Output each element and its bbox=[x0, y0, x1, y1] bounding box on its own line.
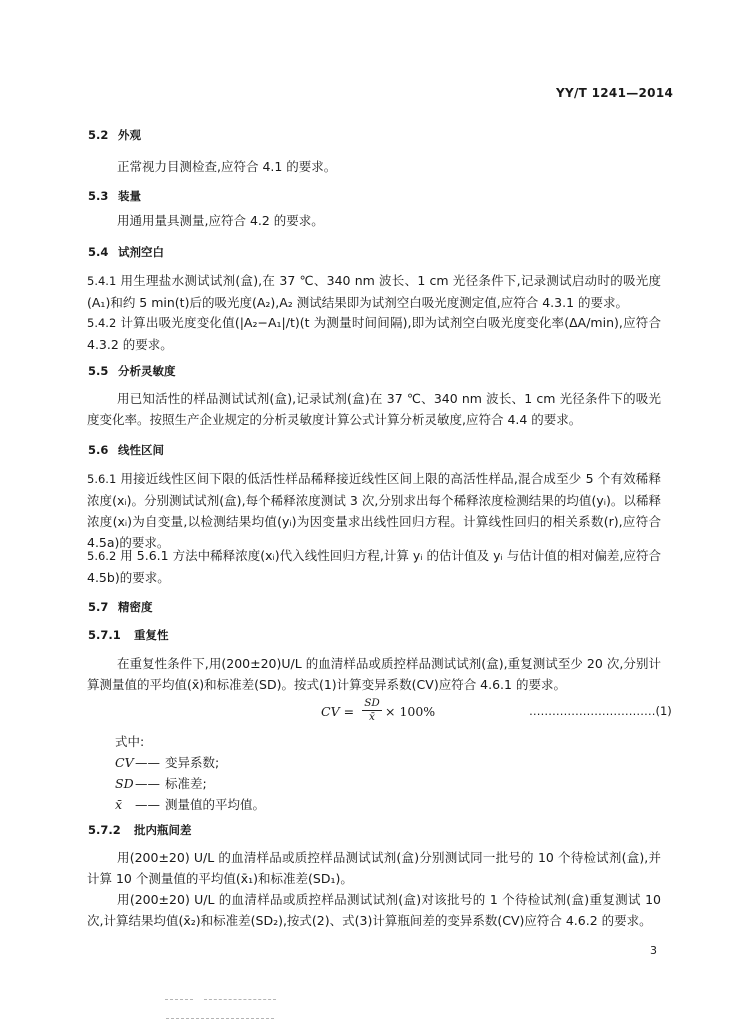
paragraph-5-4-1 bbox=[87, 270, 661, 313]
where-desc: 测量值的平均值。 bbox=[165, 797, 266, 812]
paragraph-5-6-1 bbox=[87, 468, 661, 553]
paragraph-5-7-2-b: 用(200±20) U/L 的血清样品或质控样品测试试剂(盒)对该批号的 1 个待检试剂(盒)重复测试 10 次,计算结果均值(x̄₂)和标准差(SD₂),按式(2)、式(3)计算瓶间差的变异系数(CV)应符合 4.6.2 的要求。 bbox=[87, 892, 661, 928]
clause-number: 5.6.2 bbox=[87, 549, 117, 563]
section-heading-5-4 bbox=[88, 244, 164, 260]
formula-denominator: x̄ bbox=[369, 711, 375, 723]
where-dash: —— bbox=[135, 755, 160, 770]
section-heading-5-3 bbox=[88, 188, 141, 204]
section-title: 分析灵敏度 bbox=[118, 364, 176, 378]
where-symbol: x̄ bbox=[115, 797, 123, 812]
section-title: 线性区间 bbox=[118, 443, 164, 457]
section-title: 装量 bbox=[118, 189, 141, 203]
where-desc: 标准差; bbox=[165, 776, 207, 791]
section-number: 5.7 bbox=[88, 600, 109, 614]
clause-text: 用 5.6.1 方法中稀释浓度(xᵢ)代入线性回归方程,计算 yᵢ 的估计值及 yᵢ 与估计值的相对偏差,应符合 4.5b)的要求。 bbox=[87, 548, 661, 585]
formula-lhs: CV = bbox=[321, 704, 355, 719]
clause-text: 用接近线性区间下限的低活性样品稀释接近线性区间上限的高活性样品,混合成至少 5 个有效稀释浓度(xᵢ)。分别测试试剂(盒),每个稀释浓度测试 3 次,分别求出每个稀释浓度检测结果的均值(yᵢ)。以稀释浓度(xᵢ)为自变量,以检测结果均值(yᵢ)为因变量求出线性回归方程。计算线性回归的相关系数(r),应符合 4.5a)的要求。 bbox=[87, 471, 661, 550]
section-heading-5-7 bbox=[88, 599, 153, 615]
paragraph-5-4-2 bbox=[87, 312, 661, 355]
section-heading-5-2 bbox=[88, 127, 141, 143]
section-heading-5-7-1 bbox=[88, 627, 169, 643]
paragraph-5-3: 用通用量具测量,应符合 4.2 的要求。 bbox=[117, 213, 324, 228]
section-title: 外观 bbox=[118, 128, 141, 142]
clause-number: 5.6.1 bbox=[87, 472, 117, 486]
clause-number: 5.4.1 bbox=[87, 274, 117, 288]
page-number: 3 bbox=[650, 944, 657, 957]
formula-rhs: × 100% bbox=[385, 704, 436, 719]
paragraph-5-7-1: 在重复性条件下,用(200±20)U/L 的血清样品或质控样品测试试剂(盒),重复测试至少 20 次,分别计算测量值的平均值(x̄)和标准差(SD)。按式(1)计算变异系数(CV)应符合 4.6.1 的要求。 bbox=[87, 656, 661, 692]
equation-label: ……………………………(1) bbox=[529, 704, 672, 718]
section-title: 批内瓶间差 bbox=[134, 823, 192, 837]
footer-rule bbox=[166, 1018, 274, 1019]
where-title: 式中: bbox=[115, 734, 145, 749]
where-symbol: CV bbox=[115, 755, 134, 770]
where-item-sd bbox=[115, 773, 207, 794]
section-number: 5.5 bbox=[88, 364, 109, 378]
where-item-xbar bbox=[115, 794, 265, 815]
section-number: 5.4 bbox=[88, 245, 109, 259]
paragraph-5-6-2 bbox=[87, 545, 661, 588]
footer-rule bbox=[204, 999, 276, 1000]
formula-numerator: SD bbox=[362, 697, 382, 711]
footer-rule bbox=[165, 999, 193, 1000]
section-number: 5.7.2 bbox=[88, 823, 121, 837]
standard-number: YY/T 1241—2014 bbox=[556, 86, 674, 100]
where-item-cv bbox=[115, 752, 219, 773]
section-title: 试剂空白 bbox=[118, 245, 164, 259]
section-title: 精密度 bbox=[118, 600, 153, 614]
section-number: 5.3 bbox=[88, 189, 109, 203]
section-number: 5.6 bbox=[88, 443, 109, 457]
clause-number: 5.4.2 bbox=[87, 316, 117, 330]
clause-text: 计算出吸光度变化值(|A₂−A₁|/t)(t 为测量时间间隔),即为试剂空白吸光度变化率(ΔA/min),应符合 4.3.2 的要求。 bbox=[87, 315, 661, 352]
formula-fraction bbox=[362, 697, 382, 724]
section-title: 重复性 bbox=[134, 628, 169, 642]
paragraph-5-2: 正常视力目测检查,应符合 4.1 的要求。 bbox=[117, 159, 337, 174]
where-dash: —— bbox=[135, 776, 160, 791]
where-dash: —— bbox=[135, 797, 160, 812]
where-symbol: SD bbox=[115, 776, 134, 791]
paragraph-5-7-2-a: 用(200±20) U/L 的血清样品或质控样品测试试剂(盒)分别测试同一批号的 10 个待检试剂(盒),并计算 10 个测量值的平均值(x̄₁)和标准差(SD₁)。 bbox=[87, 850, 661, 886]
section-heading-5-5 bbox=[88, 363, 176, 379]
paragraph-5-5: 用已知活性的样品测试试剂(盒),记录试剂(盒)在 37 ℃、340 nm 波长、1 cm 光径条件下的吸光度变化率。按照生产企业规定的分析灵敏度计算公式计算分析灵敏度,应符合 4.4 的要求。 bbox=[87, 391, 661, 427]
clause-text: 用生理盐水测试试剂(盒),在 37 ℃、340 nm 波长、1 cm 光径条件下,记录测试启动时的吸光度(A₁)和约 5 min(t)后的吸光度(A₂),A₂ 测试结果即为试剂空白吸光度测定值,应符合 4.3.1 的要求。 bbox=[87, 273, 661, 310]
section-number: 5.7.1 bbox=[88, 628, 121, 642]
section-heading-5-6 bbox=[88, 442, 164, 458]
where-desc: 变异系数; bbox=[165, 755, 220, 770]
section-heading-5-7-2 bbox=[88, 822, 192, 838]
section-number: 5.2 bbox=[88, 128, 109, 142]
